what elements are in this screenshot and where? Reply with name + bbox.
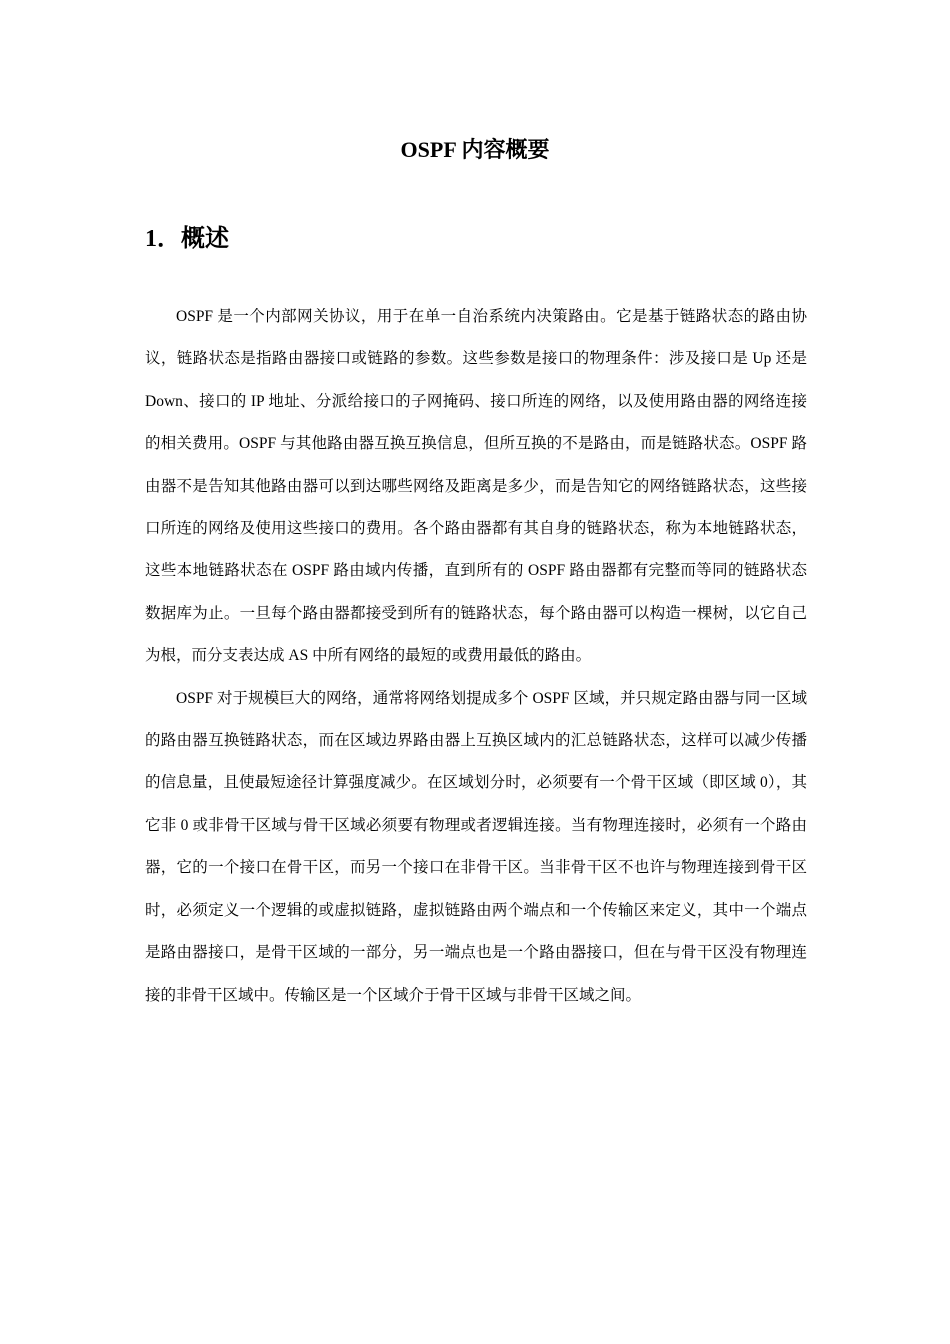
section-body bbox=[145, 296, 807, 1017]
section-heading-overview: 1．概述 bbox=[145, 226, 229, 252]
paragraph-1: OSPF 是一个内部网关协议，用于在单一自治系统内决策路由。它是基于链路状态的路由协议，链路状态是指路由器接口或链路的参数。这些参数是接口的物理条件：涉及接口是 Up 还是 Down、接口的 IP 地址、分派给接口的子网掩码、接口所连的网络，以及使用路由器的网络连接的相关费用。OSPF 与其他路由器互换互换信息，但所互换的不是路由，而是链路状态。OSPF 路由器不是告知其他路由器可以到达哪些网络及距离是多少，而是告知它的网络链路状态，这些接口所连的网络及使用这些接口的费用。各个路由器都有其自身的链路状态，称为本地链路状态，这些本地链路状态在 OSPF 路由域内传播，直到所有的 OSPF 路由器都有完整而等同的链路状态数据库为止。一旦每个路由器都接受到所有的链路状态，每个路由器可以构造一棵树，以它自己为根，而分支表达成 AS 中所有网络的最短的或费用最低的路由。 bbox=[145, 308, 807, 665]
paragraph-2: OSPF 对于规模巨大的网络，通常将网络划提成多个 OSPF 区域，并只规定路由器与同一区域的路由器互换链路状态，而在区域边界路由器上互换区域内的汇总链路状态，这样可以减少传播的信息量，且使最短途径计算强度减少。在区域划分时，必须要有一个骨干区域（即区域 0），其它非 0 或非骨干区域与骨干区域必须要有物理或者逻辑连接。当有物理连接时，必须有一个路由器，它的一个接口在骨干区，而另一个接口在非骨干区。当非骨干区不也许与物理连接到骨干区时，必须定义一个逻辑的或虚拟链路，虚拟链路由两个端点和一个传输区来定义，其中一个端点是路由器接口，是骨干区域的一部分，另一端点也是一个路由器接口，但在与骨干区没有物理连接的非骨干区域中。传输区是一个区域介于骨干区域与非骨干区域之间。 bbox=[145, 689, 807, 1004]
document-title: OSPF 内容概要 bbox=[400, 137, 550, 162]
